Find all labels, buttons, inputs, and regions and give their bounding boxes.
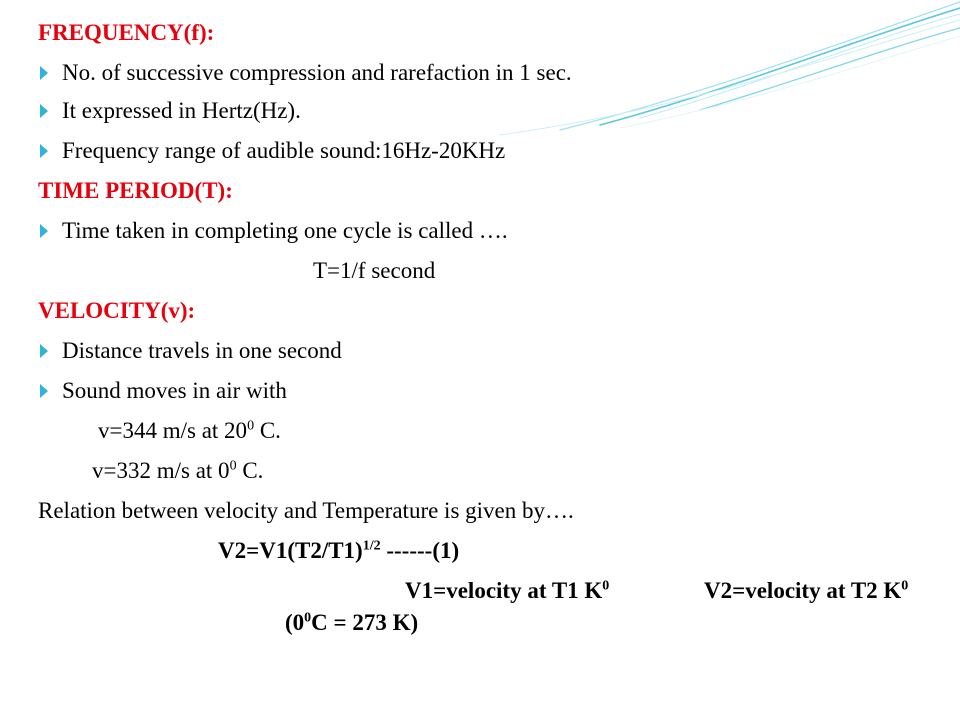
velocity-unit-suffix: C. [236,458,264,483]
conversion-prefix: (0 [285,610,305,635]
velocity-heading: VELOCITY(v): [38,298,196,323]
velocity-equation [218,538,459,564]
equation-suffix: ------(1) [380,538,460,563]
v2-definition-text: V2=velocity at T2 K [704,578,902,603]
time-period-formula: T=1/f second [313,258,436,283]
velocity-at-0-line [92,458,263,484]
bullet-text: Distance travels in one second [62,338,342,363]
triangle-right-icon [40,344,48,358]
time-period-heading: TIME PERIOD(T): [38,178,233,203]
velocity-value-text: v=332 m/s at 0 [92,458,230,483]
triangle-right-icon [40,224,48,238]
triangle-right-icon [40,144,48,158]
v1-definition-text: V1=velocity at T1 K [405,578,603,603]
degree-superscript: 0 [602,578,610,594]
relation-text: Relation between velocity and Temperature is given by…. [38,498,574,523]
velocity-value-text: v=344 m/s at 20 [98,418,248,443]
conversion-suffix: C = 273 K) [311,610,419,635]
frequency-bullet-2 [40,98,301,124]
degree-superscript: 0 [304,610,312,626]
velocity-bullet-2 [40,378,287,404]
degree-superscript: 0 [229,458,237,474]
exponent-superscript: 1/2 [362,538,381,554]
velocity-unit-suffix: C. [254,418,281,443]
bullet-text: No. of successive compression and rarefaction in 1 sec. [62,60,572,85]
bullet-text: Sound moves in air with [62,378,287,403]
equation-text: V2=V1(T2/T1) [218,538,363,563]
triangle-right-icon [40,384,48,398]
kelvin-conversion [285,610,418,636]
degree-superscript: 0 [901,578,909,594]
v2-definition [704,578,908,604]
bullet-text: Frequency range of audible sound:16Hz-20KHz [62,138,506,163]
triangle-right-icon [40,66,48,80]
time-period-bullet-1 [40,218,508,244]
triangle-right-icon [40,104,48,118]
velocity-bullet-1 [40,338,342,364]
degree-superscript: 0 [247,418,255,434]
frequency-heading: FREQUENCY(f): [38,20,215,45]
frequency-bullet-3 [40,138,505,164]
v1-definition [405,578,609,604]
bullet-text: It expressed in Hertz(Hz). [62,98,301,123]
velocity-at-20-line [98,418,281,444]
frequency-bullet-1 [40,60,572,86]
bullet-text: Time taken in completing one cycle is called …. [62,218,508,243]
